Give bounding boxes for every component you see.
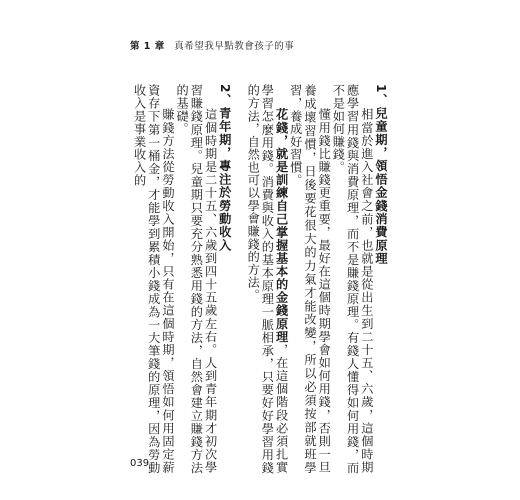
vertical-body-text	[132, 84, 388, 474]
section-1-heading: 1、兒童期，領悟金錢消費原理	[374, 84, 388, 266]
section-1-paragraph-2: 懂用錢比賺錢更重要，最好在這個時期學會如何用錢，否則一旦養成壞習慣，日後要花很大的力氣才能改變，所以必須按部就班學習，養成好習慣。	[288, 84, 332, 474]
section-gap	[232, 84, 246, 474]
section-1-paragraph-3	[246, 84, 289, 474]
page-number: 039	[130, 458, 150, 469]
running-header	[130, 38, 294, 52]
section-2-paragraph-1: 這個時期是二十五、六歲到四十五歲左右。人到青年期才初次學習賺錢原理。兒童期只要充分熟悉用錢的方法，自然會建立賺錢方法的基礎。	[175, 84, 218, 474]
chapter-label: 第 1 章	[130, 41, 165, 52]
section-2-paragraph-2: 賺錢方法從勞動收入開始，只有在這個時期，領悟如何用固定薪資存下第一桶金，才能學到累積小錢成為一大筆錢的原理，因為勞動收入是事業收入的	[132, 84, 175, 474]
section-1-emphasis: 花錢，就是訓練自己掌握基本的金錢原理	[274, 108, 289, 344]
section-2-heading: 2、青年期，專注於勞動收入	[217, 84, 232, 252]
chapter-title: 真希望我早點教會孩子的事	[174, 41, 295, 52]
section-1-paragraph-1: 相當於進入社會之前，也就是從出生到二十五、六歲，這個時期應學習用錢與消費原理，而不是賺錢原理。有錢人懂得如何用錢，而不是如何賺錢。	[331, 84, 374, 474]
section-1-paragraph-3-rest: ，在這個階段必須扎實學習怎麼用錢。消費與收入的基本原理一脈相承，只要好好學習用錢的方法，自然也可以學會賺錢的方法。	[246, 84, 289, 474]
